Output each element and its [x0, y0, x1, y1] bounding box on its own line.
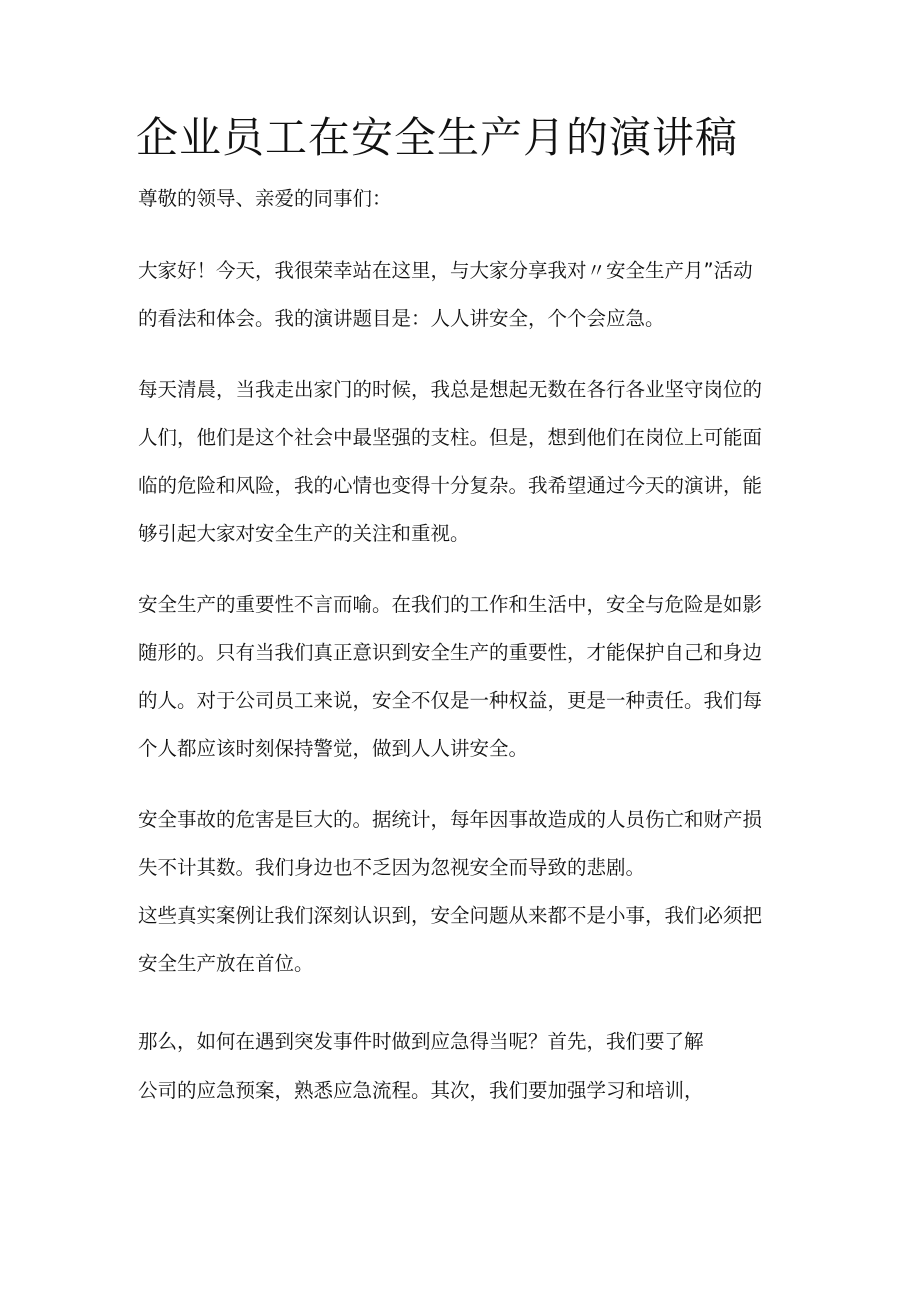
body-line: 的看法和体会。我的演讲题目是：人人讲安全，个个会应急。: [138, 307, 665, 330]
body-line: 这些真实案例让我们深刻认识到，安全问题从来都不是小事，我们必须把: [138, 904, 763, 927]
body-line: 那么，如何在遇到突发事件时做到应急得当呢？首先，我们要了解: [138, 1030, 704, 1053]
body-line: 随形的。只有当我们真正意识到安全生产的重要性，才能保护自己和身边: [138, 641, 763, 664]
body-line: 失不计其数。我们身边也不乏因为忽视安全而导致的悲剧。: [138, 856, 646, 879]
body-line: 大家好！今天，我很荣幸站在这里，与大家分享我对〃安全生产月”活动: [138, 259, 753, 282]
document-title: 企业员工在安全生产月的演讲稿: [136, 113, 739, 162]
body-line: 安全事故的危害是巨大的。据统计，每年因事故造成的人员伤亡和财产损: [138, 808, 763, 831]
body-line: 安全生产放在首位。: [138, 952, 314, 975]
body-line: 公司的应急预案，熟悉应急流程。其次，我们要加强学习和培训，: [138, 1079, 704, 1102]
body-line: 安全生产的重要性不言而喻。在我们的工作和生活中，安全与危险是如影: [138, 593, 763, 616]
body-line: 的人。对于公司员工来说，安全不仅是一种权益，更是一种责任。我们每: [138, 689, 763, 712]
body-line: 够引起大家对安全生产的关注和重视。: [138, 522, 470, 545]
body-line: 临的危险和风险，我的心情也变得十分复杂。我希望通过今天的演讲，能: [138, 474, 763, 497]
salutation-line: 尊敬的领导、亲爱的同事们：: [138, 187, 392, 210]
body-line: 人们，他们是这个社会中最坚强的支柱。但是，想到他们在岗位上可能面: [138, 426, 763, 449]
body-line: 每天清晨，当我走出家门的时候，我总是想起无数在各行各业坚守岗位的: [138, 378, 763, 401]
body-line: 个人都应该时刻保持警觉，做到人人讲安全。: [138, 737, 529, 760]
